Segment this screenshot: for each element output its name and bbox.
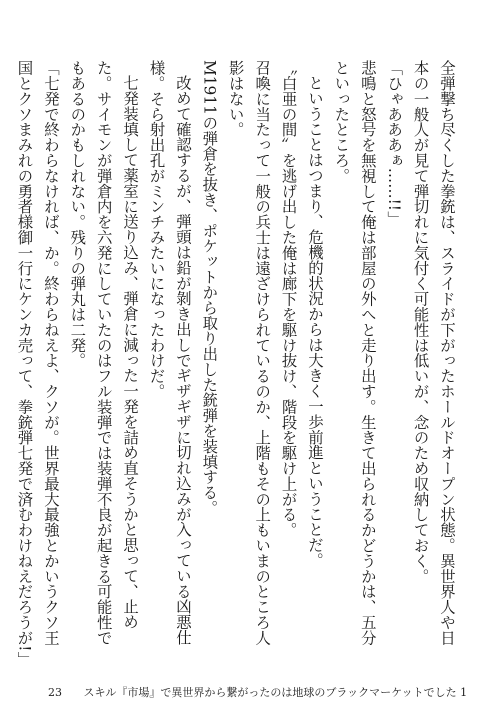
vertical-text-body [15, 60, 460, 667]
paragraph-8: 改めて確認するが、弾頭は鉛が剝き出しでギザギザに切れ込みが入っている凶悪仕様。そら射出孔がミンチみたいになったわけだ。 [147, 60, 192, 646]
paragraph-6: 召喚に当たって一般の兵士は遠ざけられているのか、上階もその上もいまのところ人影はない。 [226, 60, 272, 646]
paragraph-1: 全弾撃ち尽くした拳銃は、スライドが下がったホールドオープン状態。異世界人や日本の一般人が見て弾切れに気付く可能性は低いが、念のため収納しておく。 [411, 60, 456, 646]
paragraph-2: 「ひゃあああぁ……!!」 [385, 60, 404, 227]
page-footer [48, 684, 467, 700]
paragraph-7: M1911の弾倉を抜き、ポケットから取り出した銃弾を装填する。 [200, 60, 219, 516]
paragraph-10: 「七発で終わらなければ、か。終わらねえよ、クソが。世界最大最強とかいうクソ王国とクソまみれの勇者様御一行にケンカ売って、拳銃弾七発で済むわけねえだろうが!」 [15, 60, 60, 667]
paragraph-3: 悲鳴と怒号を無視して俺は部屋の外へと走り出す。生きて出られるかどうかは、五分といったところ。 [332, 60, 377, 646]
page-number: 23 [48, 686, 62, 699]
paragraph-9: 七発装填して薬室に送り込み、弾倉に減った一発を詰め直そうかと思って、止めた。サイモンが弾倉内を六発にしていたのはフル装弾では装弾不良が起きる可能性でもあるのかもしれない。残りの弾丸は二発。 [68, 60, 140, 646]
paragraph-5: 〝白亜の間〟を逃げ出した俺は廊下を駆け抜け、階段を駆け上がる。 [279, 60, 298, 538]
paragraph-4: ということはつまり、危機的状況からは大きく一歩前進ということだ。 [305, 75, 324, 569]
book-title: スキル『市場』で異世界から繋がったのは地球のブラックマーケットでした 1 [83, 686, 468, 699]
